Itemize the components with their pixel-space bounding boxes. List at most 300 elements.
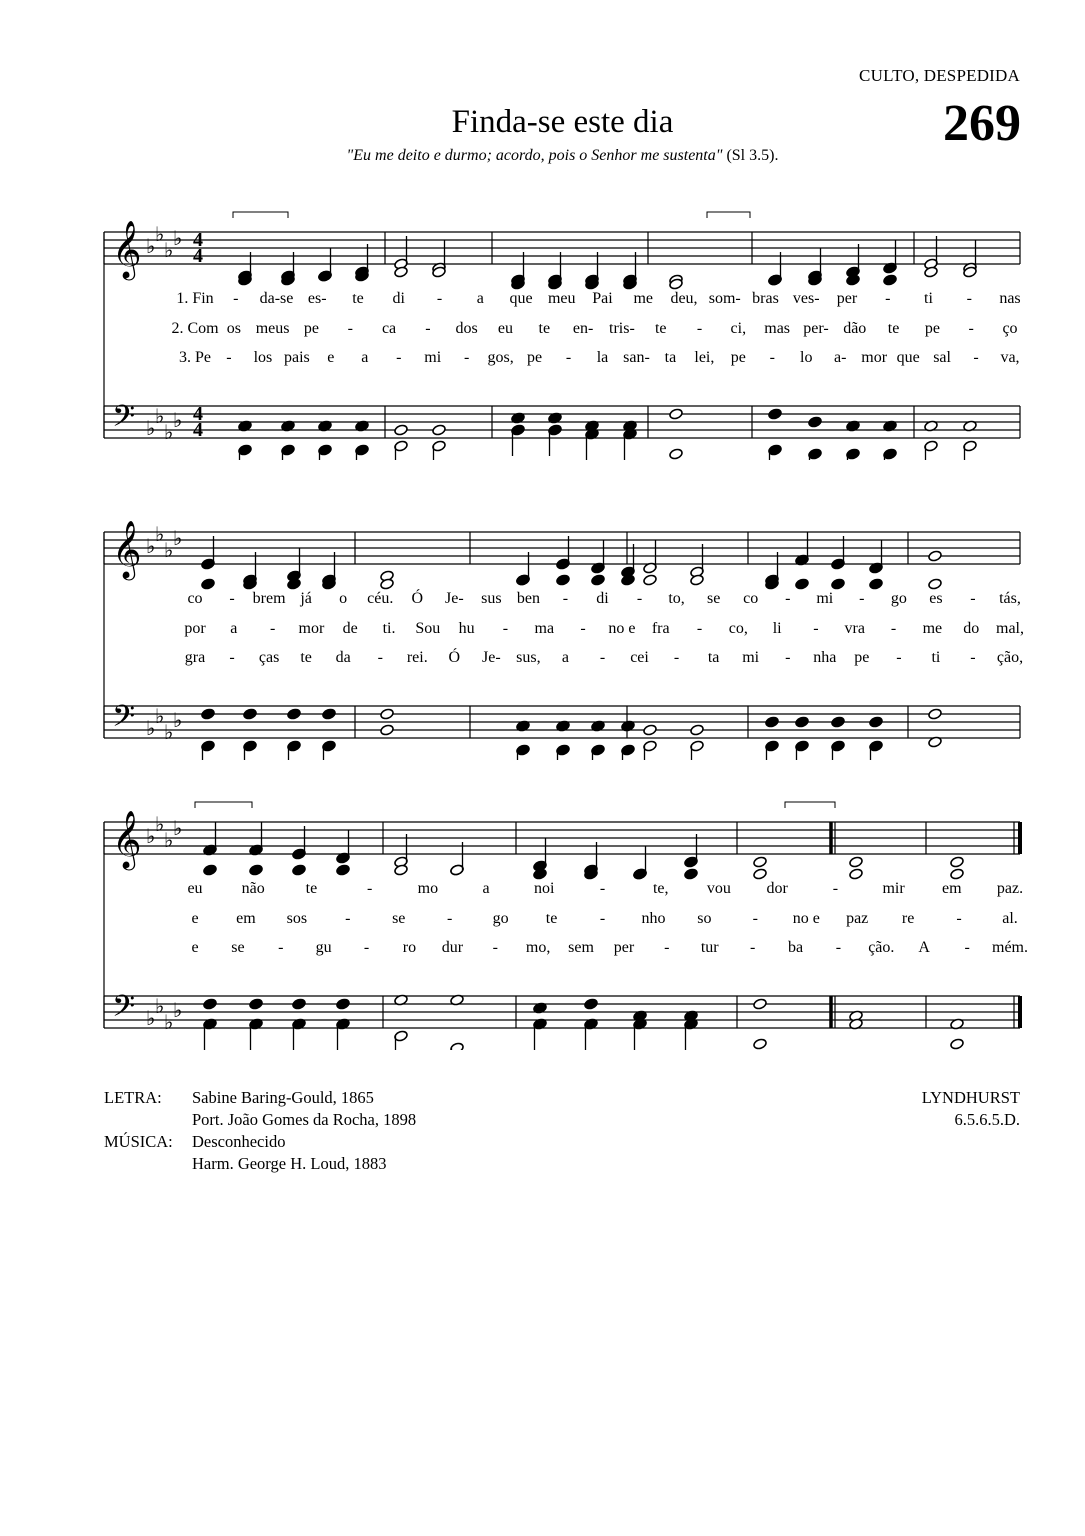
lyric-syllable: -	[964, 939, 970, 956]
lyric-syllable: co	[187, 590, 203, 607]
lyric-syllable: -	[885, 290, 891, 307]
lyric-syllable: -	[973, 349, 979, 366]
lyric-syllable: pe	[303, 320, 319, 337]
lyric-syllable: -	[229, 590, 235, 607]
alto-note	[795, 578, 810, 590]
lyric-syllable: Je-	[444, 590, 464, 607]
lyric-syllable: ti.	[382, 620, 396, 637]
lyric-syllable: -	[233, 290, 239, 307]
lyric-syllable: por	[184, 620, 206, 637]
alto-note	[292, 864, 307, 876]
flat-icon: ♭	[146, 718, 156, 740]
soprano-note	[849, 856, 864, 868]
lyric-syllable: mo	[417, 880, 439, 897]
lyric-syllable: -	[890, 620, 897, 637]
flat-icon: ♭	[164, 1012, 174, 1034]
lyric-syllable: to,	[668, 590, 685, 607]
hymn-epigraph	[0, 147, 1085, 165]
lyric-syllable: o	[339, 590, 348, 607]
lyric-syllable: -	[832, 880, 839, 897]
lyric-syllable: es-	[307, 290, 327, 307]
verse-line	[176, 290, 1020, 307]
lyric-syllable: meus	[255, 320, 290, 337]
verse-line	[179, 349, 1020, 366]
lyric-syllable: -	[492, 939, 498, 956]
lyric-syllable: eu	[497, 320, 514, 337]
lyric-syllable: pais	[283, 349, 310, 366]
flat-icon: ♭	[146, 418, 156, 440]
bass-clef-icon: 𝄢	[112, 990, 136, 1030]
lyric-syllable: gra	[184, 649, 206, 666]
hymn-category: CULTO, DESPEDIDA	[859, 66, 1020, 85]
lyric-syllable: deu,	[670, 290, 698, 307]
lyric-syllable: nho	[641, 910, 666, 927]
tenor-note	[432, 424, 447, 436]
lyric-syllable: te	[538, 320, 551, 337]
tenor-note	[394, 424, 409, 436]
time-signature: 4	[193, 229, 203, 251]
lyric-syllable: te	[545, 910, 558, 927]
bass-note	[753, 1038, 768, 1050]
lyric-syllable: se	[392, 910, 406, 927]
tenor-note	[795, 716, 810, 728]
tenor-note	[322, 708, 337, 720]
tenor-note	[690, 724, 705, 736]
lyric-syllable: -	[769, 349, 775, 366]
tune-info	[922, 1087, 1020, 1131]
lyric-syllable: lo	[800, 349, 813, 366]
lyric-syllable: e	[191, 939, 199, 956]
tenor-note	[201, 708, 216, 720]
lyric-syllable: -	[599, 649, 606, 666]
lyric-syllable: meu	[547, 290, 576, 307]
lyric-syllable: ção.	[868, 939, 895, 956]
lyric-syllable: vou	[706, 880, 731, 897]
tenor-note	[203, 998, 218, 1010]
lyric-syllable: e	[327, 349, 335, 366]
lyric-syllable: tur	[700, 939, 719, 956]
lyric-syllable: pe	[730, 349, 746, 366]
lyric-syllable: lei,	[694, 349, 715, 366]
lyric-syllable: ta	[664, 349, 677, 366]
lyric-syllable: ca	[381, 320, 397, 337]
lyric-syllable: da-se	[259, 290, 294, 307]
lyric-syllable: -	[436, 290, 443, 307]
lyric-syllable: sem	[568, 939, 594, 956]
bass-clef-icon: 𝄢	[112, 700, 136, 740]
flat-icon: ♭	[173, 818, 183, 840]
lyric-syllable: san-	[623, 349, 650, 366]
lyric-syllable: bras	[752, 290, 779, 307]
lyric-syllable: -	[562, 590, 569, 607]
flat-icon: ♭	[155, 524, 165, 546]
musica-label: MÚSICA:	[104, 1132, 173, 1151]
flat-icon: ♭	[164, 540, 174, 562]
tenor-note	[643, 724, 658, 736]
music-system-1	[0, 200, 1085, 460]
alto-note	[869, 578, 884, 590]
lyric-syllable: ti	[931, 649, 941, 666]
lyric-syllable: go	[890, 590, 907, 607]
lyric-syllable: ci,	[730, 320, 747, 337]
credits-block	[104, 1087, 416, 1175]
lyric-syllable: co	[743, 590, 759, 607]
lyric-syllable: -	[580, 620, 586, 637]
soprano-note	[950, 856, 965, 868]
lyric-syllable: 1. Fin	[176, 290, 214, 307]
tenor-note	[380, 708, 395, 720]
lyric-syllable: dos	[455, 320, 478, 337]
lyric-syllable: -	[835, 939, 842, 956]
lyric-syllable: -	[696, 620, 703, 637]
lyric-syllable: se	[231, 939, 245, 956]
lyric-syllable: te,	[652, 880, 669, 897]
lyric-syllable: nas	[999, 290, 1021, 307]
lyric-syllable: eu	[187, 880, 203, 897]
hymn-title: Finda-se este dia	[451, 104, 674, 140]
tenor-note	[928, 708, 943, 720]
lyric-syllable: di	[596, 590, 609, 607]
lyric-syllable: som-	[708, 290, 741, 307]
tenor-note	[243, 708, 258, 720]
lyric-syllable: -	[269, 620, 276, 637]
tenor-note	[287, 708, 302, 720]
alto-note	[883, 274, 898, 286]
lyric-syllable: mal,	[996, 620, 1024, 637]
lyric-syllable: ro	[402, 939, 417, 956]
treble-clef-icon: 𝄞	[112, 221, 142, 277]
lyric-syllable: A	[918, 939, 930, 956]
lyric-syllable: -	[673, 649, 680, 666]
lyric-syllable: os	[226, 320, 241, 337]
tenor-note	[765, 716, 780, 728]
verse-line	[171, 320, 1017, 337]
lyric-syllable: te	[305, 880, 318, 897]
lyric-syllable: me	[633, 290, 654, 307]
tenor-note	[292, 998, 307, 1010]
lyric-syllable: a	[476, 290, 484, 307]
phrase-bracket	[195, 802, 252, 808]
lyric-syllable: a-	[833, 349, 847, 366]
lyric-syllable: -	[813, 620, 819, 637]
lyric-syllable: li	[772, 620, 782, 637]
soprano-note	[753, 856, 768, 868]
lyric-syllable: hu	[458, 620, 475, 637]
lyric-syllable: que	[509, 290, 533, 307]
lyric-syllable: -	[599, 880, 606, 897]
flat-icon: ♭	[173, 528, 183, 550]
phrase-bracket	[785, 802, 835, 808]
alto-note	[201, 578, 216, 590]
lyric-syllable: nha	[813, 649, 837, 666]
lyric-syllable: 2. Com	[171, 320, 219, 337]
lyric-syllable: -	[229, 649, 235, 666]
lyric-syllable: re	[901, 910, 915, 927]
flat-icon: ♭	[146, 826, 156, 848]
tenor-note	[869, 716, 884, 728]
tenor-note	[768, 408, 783, 420]
lyric-syllable: ças	[258, 649, 280, 666]
lyric-syllable: a	[361, 349, 369, 366]
musica-harmony: Harm. George H. Loud, 1883	[192, 1154, 387, 1173]
flat-icon: ♭	[164, 422, 174, 444]
lyric-syllable: que	[896, 349, 920, 366]
lyric-syllable: dor	[766, 880, 788, 897]
lyric-syllable: -	[396, 349, 402, 366]
alto-note	[249, 864, 264, 876]
tune-meter: 6.5.6.5.D.	[954, 1110, 1020, 1129]
lyric-syllable: no e	[792, 910, 820, 927]
flat-icon: ♭	[164, 722, 174, 744]
epigraph-quote: "Eu me deito e durmo; acordo, pois o Senhor me sustenta"	[346, 147, 723, 164]
lyric-syllable: a	[561, 649, 570, 666]
alto-note	[556, 574, 571, 586]
lyric-syllable: -	[599, 910, 606, 927]
tenor-note	[669, 408, 684, 420]
lyric-syllable: -	[664, 939, 670, 956]
lyric-syllable: la	[596, 349, 609, 366]
music-system-3	[0, 790, 1085, 1050]
lyric-syllable: -	[502, 620, 509, 637]
verse-line	[187, 880, 1023, 897]
verse-line	[187, 588, 1020, 607]
lyric-syllable: e	[191, 910, 199, 927]
lyric-syllable: -	[970, 590, 976, 607]
lyric-syllable: a	[230, 620, 238, 637]
lyric-syllable: al.	[1002, 910, 1018, 927]
lyric-syllable: céu.	[367, 590, 394, 607]
flat-icon: ♭	[155, 996, 165, 1018]
lyric-syllable: -	[970, 649, 976, 666]
treble-clef-icon: 𝄞	[112, 811, 142, 867]
lyric-syllable: dur	[441, 939, 464, 956]
verse-line	[191, 910, 1017, 927]
flat-icon: ♭	[155, 814, 165, 836]
lyric-syllable: de	[342, 620, 358, 637]
lyric-syllable: per-	[803, 320, 829, 337]
flat-icon: ♭	[146, 1008, 156, 1030]
lyric-syllable: sal	[933, 349, 951, 366]
lyric-syllable: Ó	[411, 590, 424, 607]
soprano-note	[928, 550, 943, 562]
lyric-syllable: paz.	[996, 880, 1024, 897]
lyric-syllable: -	[749, 939, 756, 956]
lyric-syllable: -	[636, 590, 643, 607]
lyric-syllable: sos	[286, 910, 308, 927]
treble-clef-icon: 𝄞	[112, 521, 142, 577]
lyric-syllable: pe	[527, 349, 543, 366]
lyric-syllable: di	[392, 290, 405, 307]
lyric-syllable: ma	[534, 620, 555, 637]
lyric-syllable: rei.	[406, 649, 428, 666]
flat-icon: ♭	[146, 236, 156, 258]
verse-line	[185, 647, 1023, 666]
lyric-syllable: -	[785, 649, 791, 666]
music-system-2	[0, 500, 1085, 760]
lyric-syllable: te	[352, 290, 364, 307]
tenor-note	[831, 716, 846, 728]
tune-name: LYNDHURST	[921, 1088, 1020, 1107]
lyric-syllable: -	[425, 320, 431, 337]
lyric-syllable: -	[226, 349, 232, 366]
flat-icon: ♭	[173, 228, 183, 250]
lyric-syllable: es	[929, 590, 943, 607]
lyric-syllable: tás,	[999, 590, 1021, 607]
lyric-syllable: los	[253, 349, 273, 366]
lyric-syllable: noi	[534, 880, 555, 897]
lyric-syllable: mas	[764, 320, 791, 337]
lyric-syllable: fra	[651, 620, 670, 637]
bass-clef-icon: 𝄢	[112, 400, 136, 440]
time-signature: 4	[193, 403, 203, 425]
lyric-syllable: ção,	[996, 649, 1024, 666]
lyric-syllable: ben	[516, 590, 540, 607]
lyric-syllable: do	[963, 620, 980, 637]
alto-note	[336, 864, 351, 876]
lyric-syllable: ves-	[792, 290, 820, 307]
tenor-note	[584, 998, 599, 1010]
lyric-syllable: -	[785, 590, 791, 607]
lyric-syllable: -	[363, 939, 370, 956]
flat-icon: ♭	[173, 410, 183, 432]
lyric-syllable: ba	[787, 939, 804, 956]
lyric-syllable: -	[752, 910, 758, 927]
lyric-syllable: da	[335, 649, 351, 666]
lyric-syllable: Ó	[448, 649, 461, 666]
lyric-syllable: se	[706, 590, 721, 607]
alto-note	[753, 868, 768, 880]
flat-icon: ♭	[155, 406, 165, 428]
lyric-syllable: a	[482, 880, 490, 897]
lyric-syllable: paz	[846, 910, 869, 927]
epigraph-reference: (Sl 3.5).	[726, 147, 779, 164]
tenor-note	[753, 998, 768, 1010]
lyric-syllable: gu	[315, 939, 332, 956]
lyric-syllable: ço	[1002, 320, 1018, 337]
lyric-syllable: dão	[843, 320, 867, 337]
flat-icon: ♭	[146, 536, 156, 558]
lyric-syllable: não	[241, 880, 265, 897]
lyric-syllable: -	[968, 320, 974, 337]
lyric-syllable: -	[956, 910, 962, 927]
lyric-syllable: va,	[1000, 349, 1020, 366]
lyric-syllable: mo,	[525, 939, 551, 956]
lyric-syllable: 3. Pe	[179, 349, 211, 366]
lyric-syllable: per	[613, 939, 635, 956]
tenor-note	[808, 416, 823, 428]
bass-note	[380, 724, 395, 736]
lyric-syllable: mor	[861, 349, 888, 366]
flat-icon: ♭	[164, 240, 174, 262]
lyric-syllable: -	[464, 349, 470, 366]
lyric-syllable: -	[347, 320, 353, 337]
lyric-syllable: per	[836, 290, 858, 307]
lyric-syllable: -	[345, 910, 351, 927]
lyric-syllable: -	[278, 939, 284, 956]
verse-line	[191, 939, 1028, 956]
time-signature: 4	[193, 419, 203, 441]
lyric-syllable: pe	[924, 320, 940, 337]
lyric-syllable: -	[565, 349, 572, 366]
lyric-syllable: em	[236, 910, 256, 927]
lyric-syllable: tris-	[609, 320, 635, 337]
lyric-syllable: -	[896, 649, 902, 666]
lyric-syllable: mor	[298, 620, 325, 637]
verse-line	[184, 620, 1024, 637]
lyric-syllable: te	[654, 320, 667, 337]
flat-icon: ♭	[173, 710, 183, 732]
lyric-syllable: mir	[882, 880, 905, 897]
lyric-syllable: cei	[630, 649, 649, 666]
lyric-syllable: -	[859, 590, 865, 607]
alto-note	[203, 864, 218, 876]
lyric-syllable: Sou	[415, 620, 441, 637]
lyric-syllable: vra	[844, 620, 865, 637]
lyric-syllable: Je-	[482, 649, 501, 666]
phrase-bracket	[233, 212, 288, 218]
lyric-syllable: go	[492, 910, 509, 927]
tenor-note	[336, 998, 351, 1010]
lyric-syllable: -	[366, 880, 373, 897]
alto-note	[849, 868, 864, 880]
lyric-syllable: -	[377, 649, 383, 666]
flat-icon: ♭	[173, 1000, 183, 1022]
lyric-syllable: mi	[742, 649, 760, 666]
flat-icon: ♭	[155, 706, 165, 728]
lyric-syllable: no e	[608, 620, 636, 637]
lyric-syllable: brem	[252, 590, 286, 607]
lyric-syllable: pe	[854, 649, 870, 666]
lyric-syllable: mi	[816, 590, 834, 607]
lyric-syllable: Pai	[592, 290, 613, 307]
letra-label: LETRA:	[104, 1088, 162, 1107]
alto-note	[950, 868, 965, 880]
lyric-syllable: já	[300, 590, 312, 607]
letra-translation: Port. João Gomes da Rocha, 1898	[192, 1110, 417, 1129]
bass-note	[669, 448, 684, 460]
lyric-syllable: ta	[707, 649, 720, 666]
lyric-syllable: me	[922, 620, 943, 637]
lyric-syllable: en-	[572, 320, 594, 337]
lyric-syllable: sus,	[516, 649, 541, 666]
lyric-syllable: te	[887, 320, 900, 337]
alto-note	[928, 578, 943, 590]
musica-author: Desconhecido	[192, 1132, 286, 1151]
phrase-bracket	[707, 212, 750, 218]
alto-note	[591, 574, 606, 586]
lyric-syllable: so	[697, 910, 712, 927]
alto-note	[831, 578, 846, 590]
alto-note	[684, 868, 699, 880]
lyric-syllable: mi	[424, 349, 442, 366]
lyric-syllable: gos,	[487, 349, 514, 366]
lyric-syllable: ti	[924, 290, 933, 307]
lyric-syllable: co,	[728, 620, 748, 637]
lyric-syllable: -	[966, 290, 972, 307]
letra-author: Sabine Baring-Gould, 1865	[192, 1088, 374, 1107]
hymn-number: 269	[943, 95, 1021, 152]
bass-note	[950, 1038, 965, 1050]
time-signature: 4	[193, 245, 203, 267]
lyric-syllable: mém.	[992, 939, 1028, 956]
flat-icon: ♭	[164, 830, 174, 852]
lyric-syllable: sus	[481, 590, 502, 607]
lyric-syllable: -	[447, 910, 453, 927]
lyric-syllable: em	[942, 880, 962, 897]
flat-icon: ♭	[155, 224, 165, 246]
lyric-syllable: -	[696, 320, 703, 337]
alto-note	[643, 574, 658, 586]
